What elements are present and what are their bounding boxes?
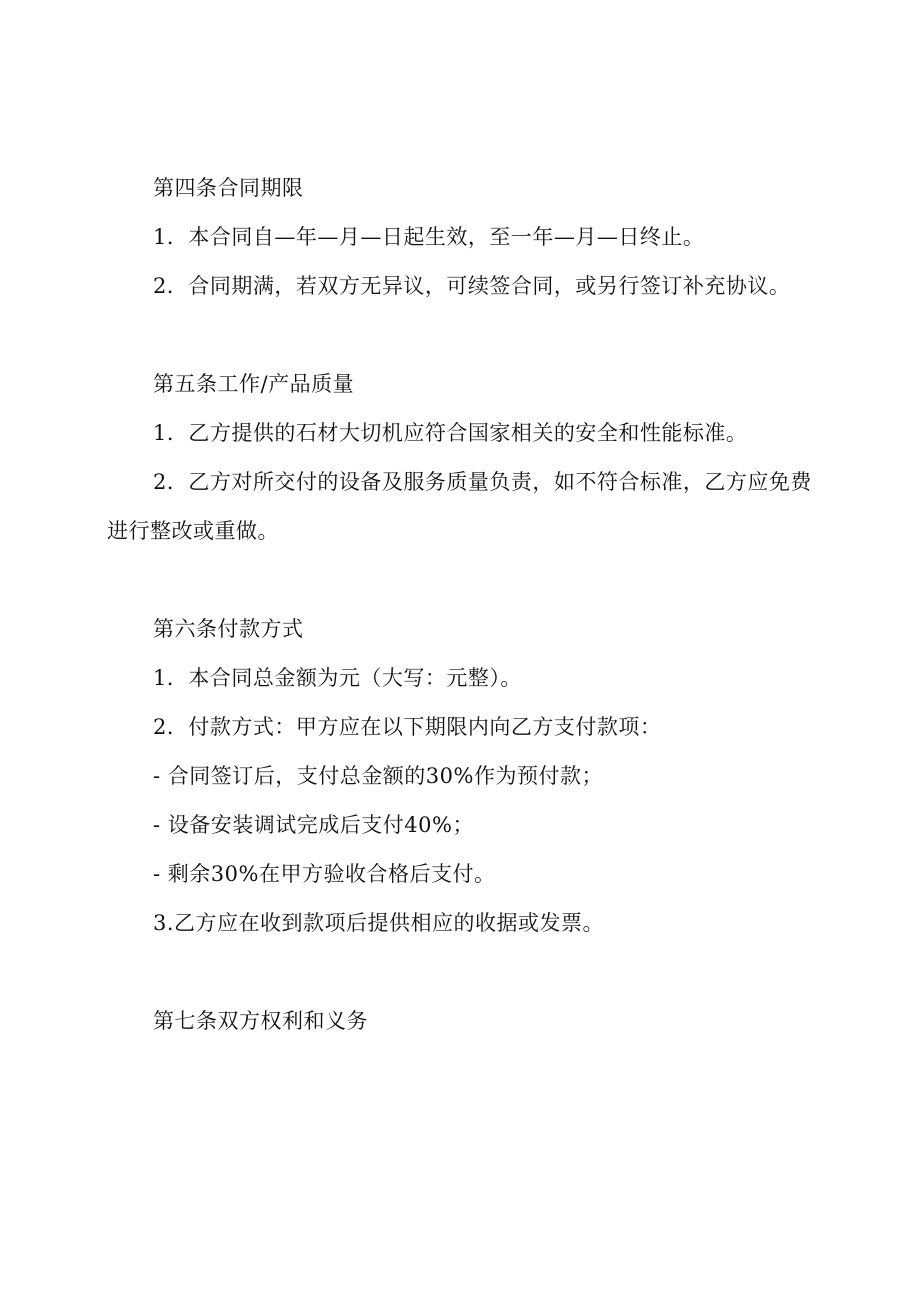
paragraph-continuation: 进行整改或重做。 xyxy=(107,519,279,543)
list-item: - 剩余30%在甲方验收合格后支付。 xyxy=(153,862,496,886)
section-heading-payment: 第六条付款方式 xyxy=(153,617,304,641)
paragraph: 2．付款方式：甲方应在以下期限内向乙方支付款项： xyxy=(153,715,662,739)
list-item: - 设备安装调试完成后支付40%； xyxy=(153,813,474,837)
paragraph: 1．本合同总金额为元（大写：元整）。 xyxy=(153,666,522,690)
paragraph: 2．合同期满，若双方无异议，可续签合同，或另行签订补充协议。 xyxy=(153,274,791,298)
section-heading-term: 第四条合同期限 xyxy=(153,176,304,200)
section-heading-quality: 第五条工作/产品质量 xyxy=(153,372,355,396)
paragraph: 1．乙方提供的石材大切机应符合国家相关的安全和性能标准。 xyxy=(153,421,748,445)
paragraph: 1．本合同自—年—月—日起生效，至一年—月—日终止。 xyxy=(153,225,705,249)
list-item: - 合同签订后，支付总金额的30%作为预付款； xyxy=(153,764,603,788)
paragraph: 3.乙方应在收到款项后提供相应的收据或发票。 xyxy=(153,911,605,935)
paragraph: 2．乙方对所交付的设备及服务质量负责，如不符合标准，乙方应免费 xyxy=(153,470,812,494)
section-heading-rights: 第七条双方权利和义务 xyxy=(153,1009,368,1033)
